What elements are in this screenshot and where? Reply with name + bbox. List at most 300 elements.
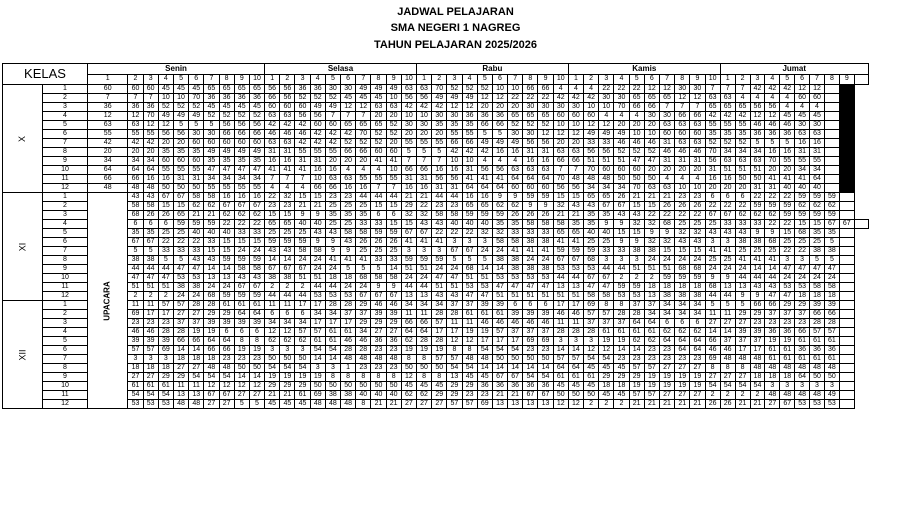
schedule-cell: 14 bbox=[553, 346, 568, 355]
schedule-cell: 36 bbox=[143, 103, 158, 112]
schedule-cell: 53 bbox=[158, 400, 173, 409]
schedule-cell: 53 bbox=[325, 292, 340, 301]
schedule-cell: 40 bbox=[447, 220, 462, 229]
blocked-cell bbox=[839, 166, 854, 175]
schedule-cell: 57 bbox=[599, 310, 614, 319]
schedule-cell: 19 bbox=[675, 382, 690, 391]
schedule-cell: 36 bbox=[386, 337, 401, 346]
schedule-cell: 30 bbox=[325, 85, 340, 94]
schedule-cell: 38 bbox=[128, 256, 143, 265]
table-row bbox=[3, 319, 869, 328]
schedule-cell: 66 bbox=[644, 103, 659, 112]
schedule-cell: 19 bbox=[295, 373, 310, 382]
schedule-cell: 36 bbox=[765, 328, 780, 337]
schedule-cell: 38 bbox=[189, 283, 204, 292]
schedule-cell: 38 bbox=[538, 265, 553, 274]
schedule-cell: 43 bbox=[447, 292, 462, 301]
schedule-cell: 42 bbox=[462, 148, 477, 157]
schedule-cell: 25 bbox=[735, 247, 750, 256]
schedule-cell: 55 bbox=[810, 157, 825, 166]
schedule-cell: 56 bbox=[523, 139, 538, 148]
schedule-cell: 6 bbox=[538, 301, 553, 310]
schedule-cell: 59 bbox=[401, 256, 416, 265]
schedule-cell: 59 bbox=[234, 292, 249, 301]
schedule-cell: 47 bbox=[432, 274, 447, 283]
schedule-cell: 54 bbox=[599, 355, 614, 364]
schedule-cell: 45 bbox=[584, 364, 599, 373]
schedule-cell: 41 bbox=[432, 238, 447, 247]
schedule-cell: 66 bbox=[750, 301, 765, 310]
schedule-cell: 54 bbox=[477, 346, 492, 355]
schedule-cell: 60 bbox=[675, 130, 690, 139]
schedule-cell: 51 bbox=[735, 166, 750, 175]
schedule-cell: 8 bbox=[249, 337, 264, 346]
schedule-cell: 6 bbox=[128, 220, 143, 229]
schedule-cell: 36 bbox=[477, 382, 492, 391]
schedule-cell: 43 bbox=[568, 202, 583, 211]
schedule-cell: 65 bbox=[280, 220, 295, 229]
schedule-cell: 22 bbox=[447, 229, 462, 238]
schedule-cell: 2 bbox=[265, 283, 280, 292]
schedule-cell: 9 bbox=[386, 283, 401, 292]
schedule-cell: 29 bbox=[204, 310, 219, 319]
session-number: 2 bbox=[584, 74, 599, 85]
schedule-cell: 46 bbox=[690, 148, 705, 157]
schedule-cell: 16 bbox=[795, 139, 810, 148]
schedule-cell: 24 bbox=[325, 265, 340, 274]
schedule-cell: 46 bbox=[143, 328, 158, 337]
schedule-cell: 66 bbox=[173, 337, 188, 346]
schedule-cell: 31 bbox=[810, 148, 825, 157]
schedule-cell: 13 bbox=[447, 373, 462, 382]
schedule-cell: 59 bbox=[523, 193, 538, 202]
class-number: 10 bbox=[43, 382, 88, 391]
schedule-cell: 19 bbox=[204, 328, 219, 337]
schedule-cell: 20 bbox=[386, 112, 401, 121]
schedule-cell: 5 bbox=[234, 400, 249, 409]
schedule-cell: 49 bbox=[462, 94, 477, 103]
schedule-cell: 16 bbox=[158, 175, 173, 184]
schedule-cell: 28 bbox=[204, 301, 219, 310]
schedule-cell: 30 bbox=[690, 85, 705, 94]
schedule-cell: 37 bbox=[765, 310, 780, 319]
schedule-cell: 9 bbox=[629, 238, 644, 247]
schedule-cell: 64 bbox=[401, 328, 416, 337]
schedule-cell: 61 bbox=[462, 310, 477, 319]
schedule-cell: 44 bbox=[765, 274, 780, 283]
schedule-cell: 51 bbox=[508, 292, 523, 301]
schedule-cell: 47 bbox=[538, 283, 553, 292]
schedule-cell: 24 bbox=[538, 256, 553, 265]
schedule-cell: 2 bbox=[599, 400, 614, 409]
schedule-cell: 15 bbox=[659, 247, 674, 256]
schedule-cell: 10 bbox=[386, 94, 401, 103]
class-number: 12 bbox=[43, 292, 88, 301]
schedule-cell: 51 bbox=[158, 283, 173, 292]
schedule-cell: 66 bbox=[462, 139, 477, 148]
schedule-cell: 42 bbox=[416, 103, 431, 112]
schedule-cell: 42 bbox=[325, 130, 340, 139]
session-number: 6 bbox=[644, 74, 659, 85]
schedule-cell: 44 bbox=[432, 193, 447, 202]
schedule-cell: 34 bbox=[88, 157, 128, 166]
schedule-cell: 8 bbox=[735, 364, 750, 373]
schedule-cell: 18 bbox=[765, 373, 780, 382]
schedule-cell: 63 bbox=[795, 130, 810, 139]
schedule-cell: 66 bbox=[477, 121, 492, 130]
schedule-cell: 43 bbox=[234, 274, 249, 283]
class-number: 11 bbox=[43, 283, 88, 292]
schedule-cell: 28 bbox=[432, 337, 447, 346]
schedule-cell: 67 bbox=[280, 265, 295, 274]
schedule-cell: 15 bbox=[386, 202, 401, 211]
schedule-cell: 12 bbox=[568, 130, 583, 139]
schedule-cell: 66 bbox=[492, 121, 507, 130]
schedule-cell: 16 bbox=[280, 157, 295, 166]
class-number: 7 bbox=[43, 247, 88, 256]
schedule-cell: 25 bbox=[158, 229, 173, 238]
schedule-cell: 61 bbox=[824, 337, 839, 346]
schedule-cell: 58 bbox=[371, 274, 386, 283]
schedule-cell: 27 bbox=[675, 364, 690, 373]
schedule-cell: 56 bbox=[173, 130, 188, 139]
schedule-cell bbox=[839, 283, 854, 292]
schedule-cell: 4 bbox=[780, 103, 795, 112]
schedule-cell: 55 bbox=[310, 148, 325, 157]
schedule-cell: 41 bbox=[523, 247, 538, 256]
schedule-cell: 24 bbox=[249, 247, 264, 256]
schedule-cell: 2 bbox=[143, 292, 158, 301]
class-number: 5 bbox=[43, 229, 88, 238]
schedule-cell: 32 bbox=[675, 229, 690, 238]
schedule-cell: 63 bbox=[341, 175, 356, 184]
schedule-cell: 35 bbox=[508, 220, 523, 229]
schedule-cell: 48 bbox=[371, 355, 386, 364]
schedule-cell: 23 bbox=[523, 346, 538, 355]
schedule-cell: 7 bbox=[295, 175, 310, 184]
schedule-cell: 47 bbox=[765, 292, 780, 301]
schedule-cell: 49 bbox=[584, 130, 599, 139]
session-number: 2 bbox=[280, 74, 295, 85]
schedule-cell: 59 bbox=[386, 229, 401, 238]
schedule-cell: 31 bbox=[265, 148, 280, 157]
schedule-cell: 14 bbox=[310, 355, 325, 364]
schedule-cell: 31 bbox=[462, 166, 477, 175]
schedule-cell: 62 bbox=[629, 337, 644, 346]
schedule-cell: 65 bbox=[173, 211, 188, 220]
schedule-cell: 35 bbox=[810, 229, 825, 238]
session-number: 3 bbox=[295, 74, 310, 85]
class-number: 3 bbox=[43, 319, 88, 328]
schedule-cell: 34 bbox=[659, 310, 674, 319]
schedule-cell: 22 bbox=[249, 220, 264, 229]
schedule-cell: 23 bbox=[462, 391, 477, 400]
schedule-cell: 15 bbox=[371, 202, 386, 211]
schedule-cell: 46 bbox=[356, 337, 371, 346]
schedule-cell: 36 bbox=[492, 112, 507, 121]
schedule-cell: 37 bbox=[189, 319, 204, 328]
schedule-cell: 30 bbox=[523, 130, 538, 139]
table-row bbox=[3, 229, 869, 238]
session-number: 5 bbox=[477, 74, 492, 85]
schedule-cell: 17 bbox=[158, 310, 173, 319]
session-number: 7 bbox=[204, 74, 219, 85]
schedule-cell: 41 bbox=[765, 175, 780, 184]
schedule-cell: 51 bbox=[599, 157, 614, 166]
schedule-cell: 63 bbox=[325, 175, 340, 184]
schedule-cell: 4 bbox=[280, 184, 295, 193]
schedule-cell: 62 bbox=[795, 202, 810, 211]
schedule-cell: 67 bbox=[599, 202, 614, 211]
schedule-cell: 30 bbox=[432, 112, 447, 121]
schedule-cell: 24 bbox=[735, 265, 750, 274]
schedule-cell: 60 bbox=[568, 112, 583, 121]
schedule-cell: 21 bbox=[568, 211, 583, 220]
schedule-cell: 41 bbox=[735, 256, 750, 265]
schedule-cell: 42 bbox=[477, 148, 492, 157]
schedule-cell: 45 bbox=[173, 85, 188, 94]
schedule-cell: 60 bbox=[128, 85, 143, 94]
grade-label-text: X bbox=[17, 135, 28, 142]
schedule-cell: 41 bbox=[705, 247, 720, 256]
schedule-cell: 6 bbox=[675, 319, 690, 328]
schedule-cell: 10 bbox=[416, 112, 431, 121]
schedule-cell: 46 bbox=[659, 148, 674, 157]
schedule-cell: 54 bbox=[447, 364, 462, 373]
schedule-cell: 35 bbox=[341, 211, 356, 220]
schedule-cell: 45 bbox=[810, 112, 825, 121]
schedule-cell: 43 bbox=[432, 220, 447, 229]
schedule-cell: 20 bbox=[477, 103, 492, 112]
schedule-cell: 14 bbox=[189, 346, 204, 355]
schedule-cell: 23 bbox=[690, 355, 705, 364]
schedule-cell: 43 bbox=[143, 193, 158, 202]
schedule-cell: 52 bbox=[204, 112, 219, 121]
schedule-cell: 50 bbox=[234, 364, 249, 373]
schedule-cell: 53 bbox=[553, 265, 568, 274]
schedule-cell: 46 bbox=[295, 130, 310, 139]
schedule-cell bbox=[839, 193, 854, 202]
schedule-cell: 60 bbox=[629, 166, 644, 175]
schedule-cell: 12 bbox=[356, 103, 371, 112]
schedule-cell: 41 bbox=[750, 256, 765, 265]
schedule-cell: 41 bbox=[416, 238, 431, 247]
session-number: 6 bbox=[795, 74, 810, 85]
schedule-cell: 59 bbox=[614, 283, 629, 292]
schedule-cell: 62 bbox=[735, 211, 750, 220]
schedule-cell: 6 bbox=[508, 301, 523, 310]
schedule-cell: 45 bbox=[265, 400, 280, 409]
schedule-cell: 20 bbox=[356, 157, 371, 166]
table-row bbox=[3, 283, 869, 292]
schedule-cell: 21 bbox=[553, 211, 568, 220]
schedule-cell: 26 bbox=[614, 193, 629, 202]
schedule-cell: 52 bbox=[310, 94, 325, 103]
schedule-cell: 62 bbox=[750, 211, 765, 220]
schedule-cell: 43 bbox=[341, 238, 356, 247]
schedule-cell: 9 bbox=[325, 238, 340, 247]
schedule-cell: 7 bbox=[356, 112, 371, 121]
schedule-cell: 21 bbox=[280, 391, 295, 400]
session-number: 3 bbox=[599, 74, 614, 85]
grade-label-text: XI bbox=[17, 242, 28, 251]
session-number: 7 bbox=[810, 74, 825, 85]
schedule-cell: 12 bbox=[568, 400, 583, 409]
session-number: 9 bbox=[690, 74, 705, 85]
schedule-cell: 48 bbox=[386, 355, 401, 364]
schedule-cell: 50 bbox=[173, 184, 188, 193]
schedule-cell: 33 bbox=[735, 220, 750, 229]
schedule-cell: 17 bbox=[568, 301, 583, 310]
schedule-cell: 32 bbox=[629, 220, 644, 229]
schedule-cell: 12 bbox=[462, 337, 477, 346]
day-header-kamis: Kamis bbox=[568, 64, 720, 75]
schedule-cell: 55 bbox=[143, 130, 158, 139]
schedule-cell: 64 bbox=[690, 337, 705, 346]
schedule-cell: 59 bbox=[538, 193, 553, 202]
schedule-cell: 48 bbox=[780, 364, 795, 373]
schedule-cell: 5 bbox=[750, 139, 765, 148]
schedule-cell: 9 bbox=[295, 211, 310, 220]
schedule-cell: 10 bbox=[690, 184, 705, 193]
schedule-cell: 59 bbox=[584, 247, 599, 256]
schedule-cell: 53 bbox=[824, 400, 839, 409]
schedule-cell: 14 bbox=[720, 328, 735, 337]
schedule-cell: 35 bbox=[568, 220, 583, 229]
schedule-cell: 26 bbox=[158, 211, 173, 220]
schedule-cell: 55 bbox=[325, 148, 340, 157]
schedule-cell bbox=[839, 229, 854, 238]
schedule-cell: 26 bbox=[538, 211, 553, 220]
schedule-cell: 28 bbox=[416, 337, 431, 346]
class-number: 7 bbox=[43, 355, 88, 364]
schedule-cell: 27 bbox=[735, 319, 750, 328]
blocked-cell bbox=[839, 112, 854, 121]
schedule-cell: 10 bbox=[599, 103, 614, 112]
schedule-cell: 12 bbox=[553, 400, 568, 409]
schedule-cell: 14 bbox=[204, 265, 219, 274]
schedule-cell: 62 bbox=[675, 328, 690, 337]
schedule-cell: 55 bbox=[795, 157, 810, 166]
school-name: SMA NEGERI 1 NAGREG bbox=[390, 22, 521, 34]
schedule-cell: 54 bbox=[295, 364, 310, 373]
schedule-cell: 30 bbox=[508, 130, 523, 139]
schedule-cell: 56 bbox=[280, 94, 295, 103]
schedule-cell: 51 bbox=[128, 283, 143, 292]
schedule-cell: 8 bbox=[432, 373, 447, 382]
schedule-cell: 58 bbox=[432, 211, 447, 220]
schedule-cell: 66 bbox=[310, 184, 325, 193]
schedule-cell: 64 bbox=[553, 364, 568, 373]
schedule-cell: 46 bbox=[614, 139, 629, 148]
schedule-cell: 14 bbox=[538, 364, 553, 373]
session-number: 2 bbox=[735, 74, 750, 85]
schedule-cell: 66 bbox=[795, 328, 810, 337]
schedule-cell: 58 bbox=[295, 247, 310, 256]
schedule-cell: 42 bbox=[128, 139, 143, 148]
schedule-cell: 25 bbox=[780, 238, 795, 247]
schedule-cell: 53 bbox=[462, 283, 477, 292]
schedule-cell: 57 bbox=[644, 364, 659, 373]
schedule-cell: 48 bbox=[584, 175, 599, 184]
schedule-cell: 15 bbox=[568, 193, 583, 202]
schedule-cell: 52 bbox=[538, 121, 553, 130]
schedule-cell: 63 bbox=[128, 121, 143, 130]
schedule-cell: 12 bbox=[659, 85, 674, 94]
schedule-cell: 37 bbox=[538, 328, 553, 337]
schedule-cell: 15 bbox=[553, 193, 568, 202]
schedule-cell: 4 bbox=[295, 184, 310, 193]
schedule-cell: 3 bbox=[584, 337, 599, 346]
schedule-cell: 32 bbox=[280, 193, 295, 202]
schedule-cell: 40 bbox=[189, 229, 204, 238]
schedule-cell: 27 bbox=[720, 319, 735, 328]
schedule-cell: 24 bbox=[416, 274, 431, 283]
schedule-cell: 63 bbox=[386, 103, 401, 112]
table-row bbox=[3, 211, 869, 220]
schedule-cell: 43 bbox=[750, 283, 765, 292]
schedule-cell: 22 bbox=[780, 220, 795, 229]
schedule-cell: 67 bbox=[839, 220, 854, 229]
schedule-cell: 17 bbox=[492, 337, 507, 346]
schedule-cell: 66 bbox=[128, 175, 143, 184]
schedule-cell bbox=[839, 274, 854, 283]
schedule-cell: 12 bbox=[675, 94, 690, 103]
schedule-cell: 35 bbox=[158, 148, 173, 157]
schedule-cell: 5 bbox=[249, 400, 264, 409]
schedule-cell: 55 bbox=[416, 139, 431, 148]
schedule-cell: 24 bbox=[492, 247, 507, 256]
schedule-cell bbox=[839, 328, 854, 337]
schedule-cell: 12 bbox=[219, 382, 234, 391]
schedule-cell: 12 bbox=[750, 112, 765, 121]
schedule-cell: 18 bbox=[690, 283, 705, 292]
schedule-cell: 23 bbox=[325, 193, 340, 202]
upacara-label bbox=[88, 193, 128, 409]
session-number: 1 bbox=[416, 74, 431, 85]
schedule-cell: 3 bbox=[128, 355, 143, 364]
schedule-cell: 17 bbox=[310, 301, 325, 310]
schedule-cell: 7 bbox=[401, 157, 416, 166]
schedule-cell: 12 bbox=[690, 94, 705, 103]
schedule-cell: 61 bbox=[568, 373, 583, 382]
session-number: 5 bbox=[173, 74, 188, 85]
schedule-cell: 51 bbox=[401, 265, 416, 274]
schedule-cell: 65 bbox=[371, 121, 386, 130]
schedule-cell: 43 bbox=[249, 274, 264, 283]
schedule-cell: 27 bbox=[690, 391, 705, 400]
schedule-cell: 45 bbox=[371, 94, 386, 103]
schedule-cell: 51 bbox=[295, 274, 310, 283]
schedule-cell: 19 bbox=[690, 373, 705, 382]
schedule-cell: 18 bbox=[325, 274, 340, 283]
schedule-cell: 33 bbox=[508, 229, 523, 238]
schedule-cell: 67 bbox=[538, 391, 553, 400]
schedule-cell: 47 bbox=[173, 265, 188, 274]
schedule-cell: 47 bbox=[810, 265, 825, 274]
schedule-cell: 38 bbox=[265, 274, 280, 283]
schedule-cell: 55 bbox=[371, 175, 386, 184]
schedule-cell: 4 bbox=[568, 85, 583, 94]
schedule-cell: 61 bbox=[477, 310, 492, 319]
table-row bbox=[3, 103, 869, 112]
schedule-cell: 56 bbox=[416, 94, 431, 103]
schedule-cell: 38 bbox=[341, 391, 356, 400]
schedule-cell: 48 bbox=[189, 400, 204, 409]
schedule-cell: 20 bbox=[371, 112, 386, 121]
schedule-cell: 8 bbox=[705, 364, 720, 373]
schedule-cell: 44 bbox=[416, 283, 431, 292]
